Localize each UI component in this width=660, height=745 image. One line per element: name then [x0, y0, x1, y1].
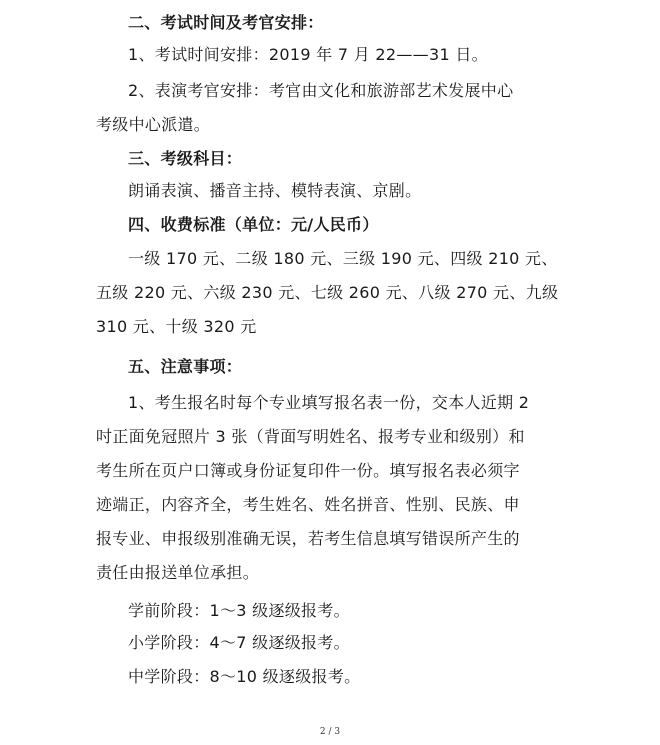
stage-secondary: 中学阶段：8～10 级逐级报考。: [128, 667, 361, 686]
exam-time-line: 1、考试时间安排：2019 年 7 月 22——31 日。: [128, 45, 488, 64]
notes-paragraph-line-5: 报专业、申报级别准确无误，若考生信息填写错误所产生的: [96, 529, 520, 548]
fees-line-2: 五级 220 元、六级 230 元、七级 260 元、八级 270 元、九级: [96, 283, 559, 302]
section-heading-exam-time: 二、考试时间及考官安排：: [128, 13, 324, 32]
subjects-line: 朗诵表演、播音主持、模特表演、京剧。: [128, 181, 422, 200]
notes-paragraph-line-2: 吋正面免冠照片 3 张（背面写明姓名、报考专业和级别）和: [96, 427, 525, 446]
section-heading-notes: 五、注意事项：: [128, 357, 243, 376]
examiner-line: 2、表演考官安排：考官由文化和旅游部艺术发展中心: [128, 81, 514, 100]
notes-paragraph-line-4: 迹端正，内容齐全，考生姓名、姓名拼音、性别、民族、申: [96, 495, 520, 514]
notes-paragraph-line-3: 考生所在页户口簿或身份证复印件一份。填写报名表必须字: [96, 461, 520, 480]
page-number: 2 / 3: [319, 727, 341, 737]
fees-line-3: 310 元、十级 320 元: [96, 317, 257, 336]
notes-paragraph-line-6: 责任由报送单位承担。: [96, 563, 260, 582]
fees-line-1: 一级 170 元、二级 180 元、三级 190 元、四级 210 元、: [128, 249, 558, 268]
section-heading-fees: 四、收费标准（单位：元/人民币）: [128, 215, 379, 234]
examiner-line-cont: 考级中心派遣。: [96, 115, 211, 134]
notes-paragraph-line-1: 1、考生报名时每个专业填写报名表一份，交本人近期 2: [128, 393, 530, 412]
stage-primary: 小学阶段：4～7 级逐级报考。: [128, 633, 350, 652]
section-heading-subjects: 三、考级科目：: [128, 149, 243, 168]
stage-preschool: 学前阶段：1～3 级逐级报考。: [128, 601, 350, 620]
